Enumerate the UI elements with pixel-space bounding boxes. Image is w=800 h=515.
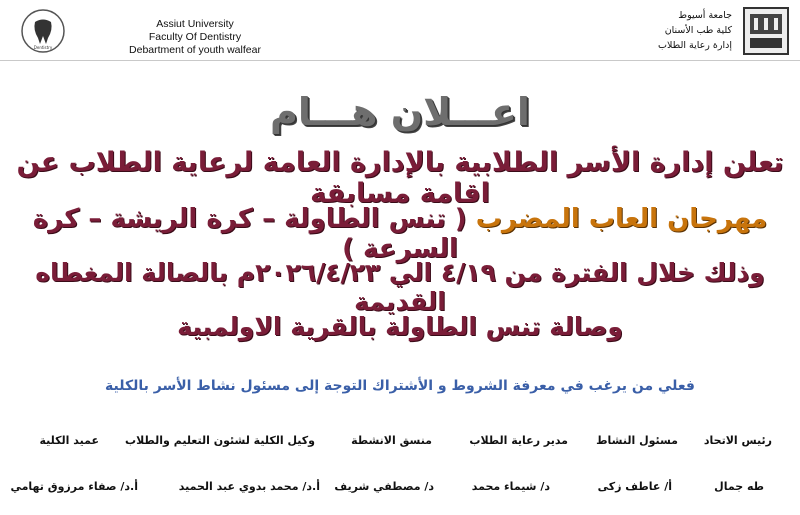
assiut-university-logo-icon xyxy=(742,6,790,56)
header-english-text xyxy=(120,18,270,57)
event-sports: ( تنس الطاولة – كرة الريشة – كرة السرعة ) xyxy=(32,204,476,264)
svg-text:Dentistry: Dentistry xyxy=(33,45,53,50)
announcement-line-2 xyxy=(0,204,800,264)
department-name-ar: إدارة رعاية الطلاب xyxy=(658,40,732,51)
signature-title: منسق الانشطة xyxy=(351,434,432,447)
faculty-of-dentistry-logo-icon xyxy=(20,8,66,54)
signature-title: مدير رعاية الطلاب xyxy=(469,434,568,447)
signature-names xyxy=(0,480,800,500)
registration-note: فعلي من يرغب في معرفة الشروط و الأشتراك التوجة إلى مسئول نشاط الأسر بالكلية xyxy=(105,378,695,394)
letterhead xyxy=(0,0,800,61)
announcement-title: اعـــلان هـــام xyxy=(270,90,530,134)
signature-title: رئيس الاتحاد xyxy=(703,434,772,447)
signature-name: أ/ عاطف زكى xyxy=(597,480,672,493)
signature-title: مسئول النشاط xyxy=(596,434,678,447)
signature-title: عميد الكلية xyxy=(39,434,99,447)
header-arabic-text xyxy=(658,8,732,53)
announcement-line-1: تعلن إدارة الأسر الطلابية بالإدارة العامة لرعاية الطلاب عن اقامة مسابقة xyxy=(16,147,784,209)
signature-name: د/ شيماء محمد xyxy=(471,480,550,493)
signature-name: أ.د/ محمد بدوي عبد الحميد xyxy=(178,480,320,493)
signature-name: د/ مصطفي شريف xyxy=(334,480,434,493)
university-name-en: Assiut University xyxy=(156,18,234,30)
signature-titles xyxy=(0,434,800,454)
university-name-ar: جامعة أسيوط xyxy=(678,10,732,21)
event-name: مهرجان العاب المضرب xyxy=(475,204,768,234)
faculty-name-ar: كلية طب الأسنان xyxy=(664,25,732,36)
announcement-line-3: وذلك خلال الفترة من ٤/١٩ الي ٢٠٢٦/٤/٢٣م بالصالة المغطاه القديمة xyxy=(35,258,765,316)
signature-title: وكيل الكلية لشئون التعليم والطلاب xyxy=(125,434,315,447)
signature-name: أ.د/ صفاء مرزوق تهامي xyxy=(10,480,138,493)
signature-name: طه جمال xyxy=(714,480,764,493)
faculty-name-en: Faculty Of Dentistry xyxy=(148,31,242,43)
announcement-line-4: وصالة تنس الطاولة بالقرية الاولمبية xyxy=(177,312,623,341)
department-name-en: Debartment of youth walfear xyxy=(129,44,261,56)
